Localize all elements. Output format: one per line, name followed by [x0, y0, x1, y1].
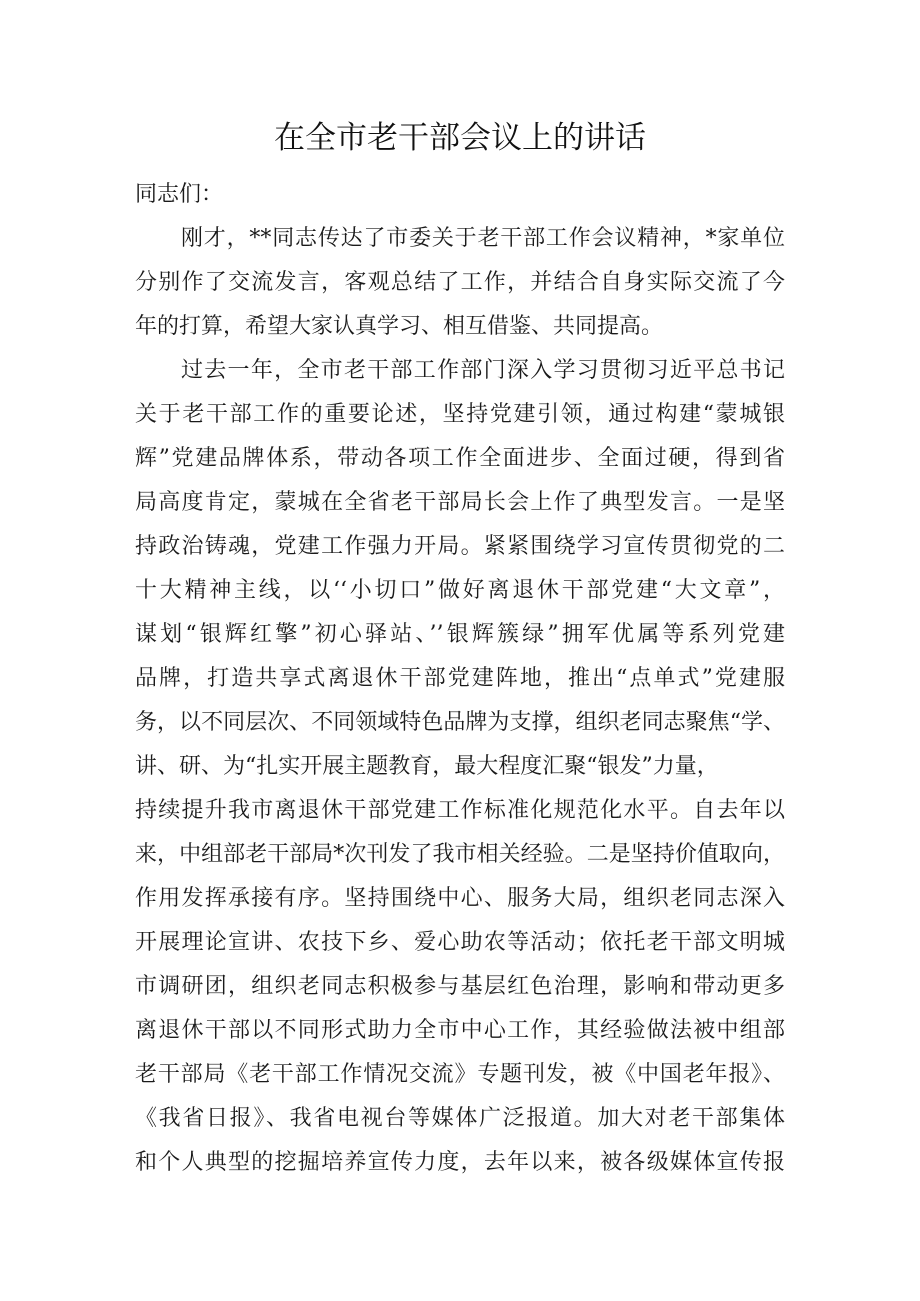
body-line-11: 品牌，打造共享式离退休干部党建阵地，推出“点单式”党建服	[135, 666, 785, 691]
salutation: 同志们：	[135, 182, 224, 207]
body-line-16: 作用发挥承接有序。坚持围绕中心、服务大局，组织老同志深入	[135, 886, 785, 911]
body-line-10: 谋划“银辉红擎”初心驿站、’’银辉簇绿”拥军优属等系列党建	[135, 622, 785, 647]
body-line-18: 市调研团，组织老同志积极参与基层红色治理，影响和带动更多	[135, 974, 785, 999]
body-line-1: 刚才，**同志传达了市委关于老干部工作会议精神，*家单位	[181, 226, 785, 251]
body-line-17: 开展理论宣讲、农技下乡、爱心助农等活动；依托老干部文明城	[135, 930, 785, 955]
body-line-9: 十大精神主线，以‘‘小切口”做好离退休干部党建“大文章”，	[135, 578, 785, 603]
body-line-14: 持续提升我市离退休干部党建工作标准化规范化水平。自去年以	[135, 798, 785, 823]
body-line-8: 持政治铸魂，党建工作强力开局。紧紧围绕学习宣传贯彻党的二	[135, 534, 785, 559]
body-line-13: 讲、研、为“扎实开展主题教育，最大程度汇聚“银发”力量，	[135, 754, 719, 779]
body-line-6: 辉”党建品牌体系，带动各项工作全面进步、全面过硬，得到省	[135, 446, 785, 471]
body-line-7: 局高度肯定，蒙城在全省老干部局长会上作了典型发言。一是坚	[135, 490, 785, 515]
body-line-3: 年的打算，希望大家认真学习、相互借鉴、共同提高。	[135, 314, 664, 339]
body-line-20: 老干部局《老干部工作情况交流》专题刊发，被《中国老年报》、	[135, 1062, 785, 1087]
document-title: 在全市老干部会议上的讲话	[274, 120, 646, 156]
body-line-21: 《我省日报》、我省电视台等媒体广泛报道。加大对老干部集体	[135, 1106, 785, 1131]
body-line-2: 分别作了交流发言，客观总结了工作，并结合自身实际交流了今	[135, 270, 785, 295]
body-line-22: 和个人典型的挖掘培养宣传力度，去年以来，被各级媒体宣传报	[135, 1150, 785, 1175]
body-line-4: 过去一年，全市老干部工作部门深入学习贯彻习近平总书记	[181, 358, 785, 383]
body-line-15: 来，中组部老干部局*次刊发了我市相关经验。二是坚持价值取向，	[135, 842, 785, 867]
body-line-19: 离退休干部以不同形式助力全市中心工作，其经验做法被中组部	[135, 1018, 785, 1043]
body-line-12: 务，以不同层次、不同领域特色品牌为支撑，组织老同志聚焦“学、	[135, 710, 785, 735]
body-line-5: 关于老干部工作的重要论述，坚持党建引领，通过构建“蒙城银	[135, 402, 785, 427]
